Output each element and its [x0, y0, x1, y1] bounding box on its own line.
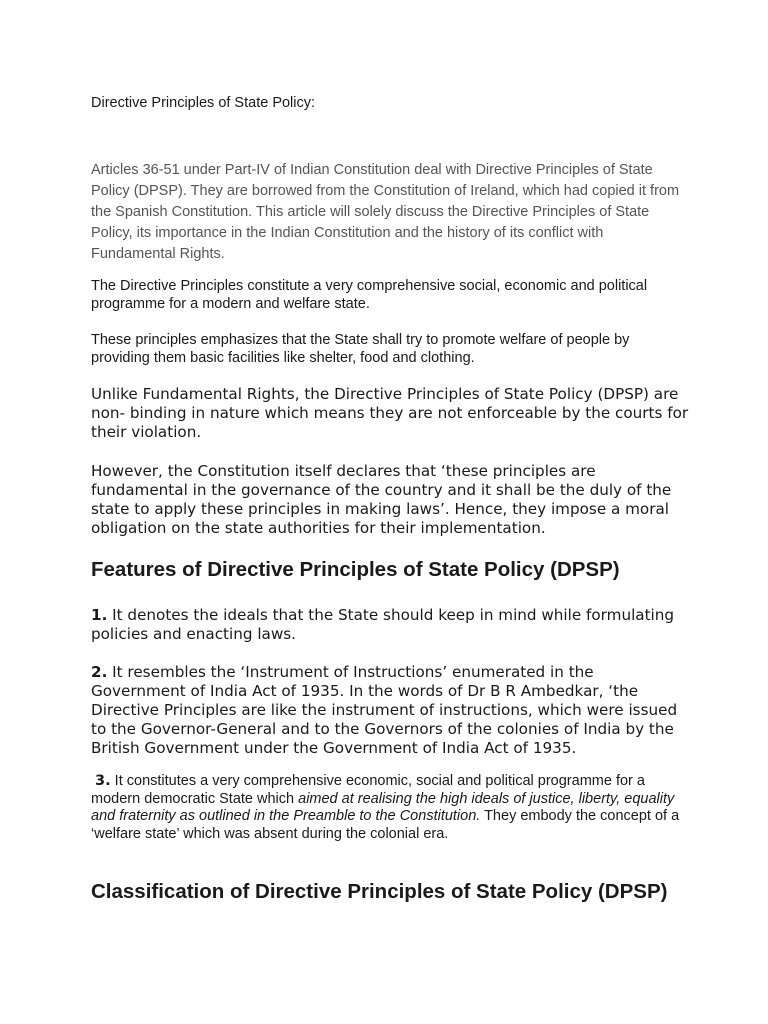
paragraph-moral-obligation: However, the Constitution itself declares that ‘these principles are fundamental in the governance of the country and it shall be the duly of the state to apply these principles in making laws’. Hence, they impose a moral obligation on the state authorities for their implementation.	[91, 462, 672, 537]
feature-text-italic: aimed at realising the high ideals of justice, liberty, equality and fraternity as outlined in the Preamble to the Constitution.	[91, 790, 675, 824]
feature-number: 2.	[91, 663, 108, 681]
paragraph-non-binding: Unlike Fundamental Rights, the Directive Principles of State Policy (DPSP) are non- binding in nature which means they are not enforceable by the courts for their violation.	[91, 385, 689, 441]
feature-number: 3.	[95, 773, 111, 789]
paragraph-comprehensive-programme: The Directive Principles constitute a very comprehensive social, economic and political programme for a modern and welfare state.	[91, 278, 648, 312]
features-heading: Features of Directive Principles of State Policy (DPSP)	[91, 558, 620, 581]
feature-text: It denotes the ideals that the State should keep in mind while formulating policies and enacting laws.	[91, 606, 675, 643]
feature-text: It constitutes a very comprehensive economic, social and political programme for a modern democratic State which	[91, 773, 645, 807]
document-title: Directive Principles of State Policy:	[91, 95, 316, 111]
intro-paragraph: Articles 36-51 under Part-IV of Indian Constitution deal with Directive Principles of State Policy (DPSP). They are borrowed from the Constitution of Ireland, which had copied it from the Spanish Constitution. This article will solely discuss the Directive Principles of State Policy, its importance in the Indian Constitution and the history of its conflict with Fundamental Rights.	[91, 162, 680, 262]
paragraph-welfare: These principles emphasizes that the State shall try to promote welfare of people by providing them basic facilities like shelter, food and clothing.	[91, 332, 630, 366]
feature-item-2	[91, 663, 691, 758]
feature-text-end: They embody the concept of a ‘welfare state’ which was absent during the colonial era.	[91, 808, 680, 842]
feature-item-1	[91, 606, 691, 644]
feature-number: 1.	[91, 606, 108, 624]
feature-text: It resembles the ‘Instrument of Instructions’ enumerated in the Government of India Act of 1935. In the words of Dr B R Ambedkar, ‘the Directive Principles are like the instrument of instructions, which were issued to the Governor-General and to the Governors of the colonies of India by the British Government under the Government of India Act of 1935.	[91, 663, 678, 757]
feature-item-3	[91, 773, 691, 843]
classification-heading: Classification of Directive Principles of State Policy (DPSP)	[91, 880, 668, 903]
